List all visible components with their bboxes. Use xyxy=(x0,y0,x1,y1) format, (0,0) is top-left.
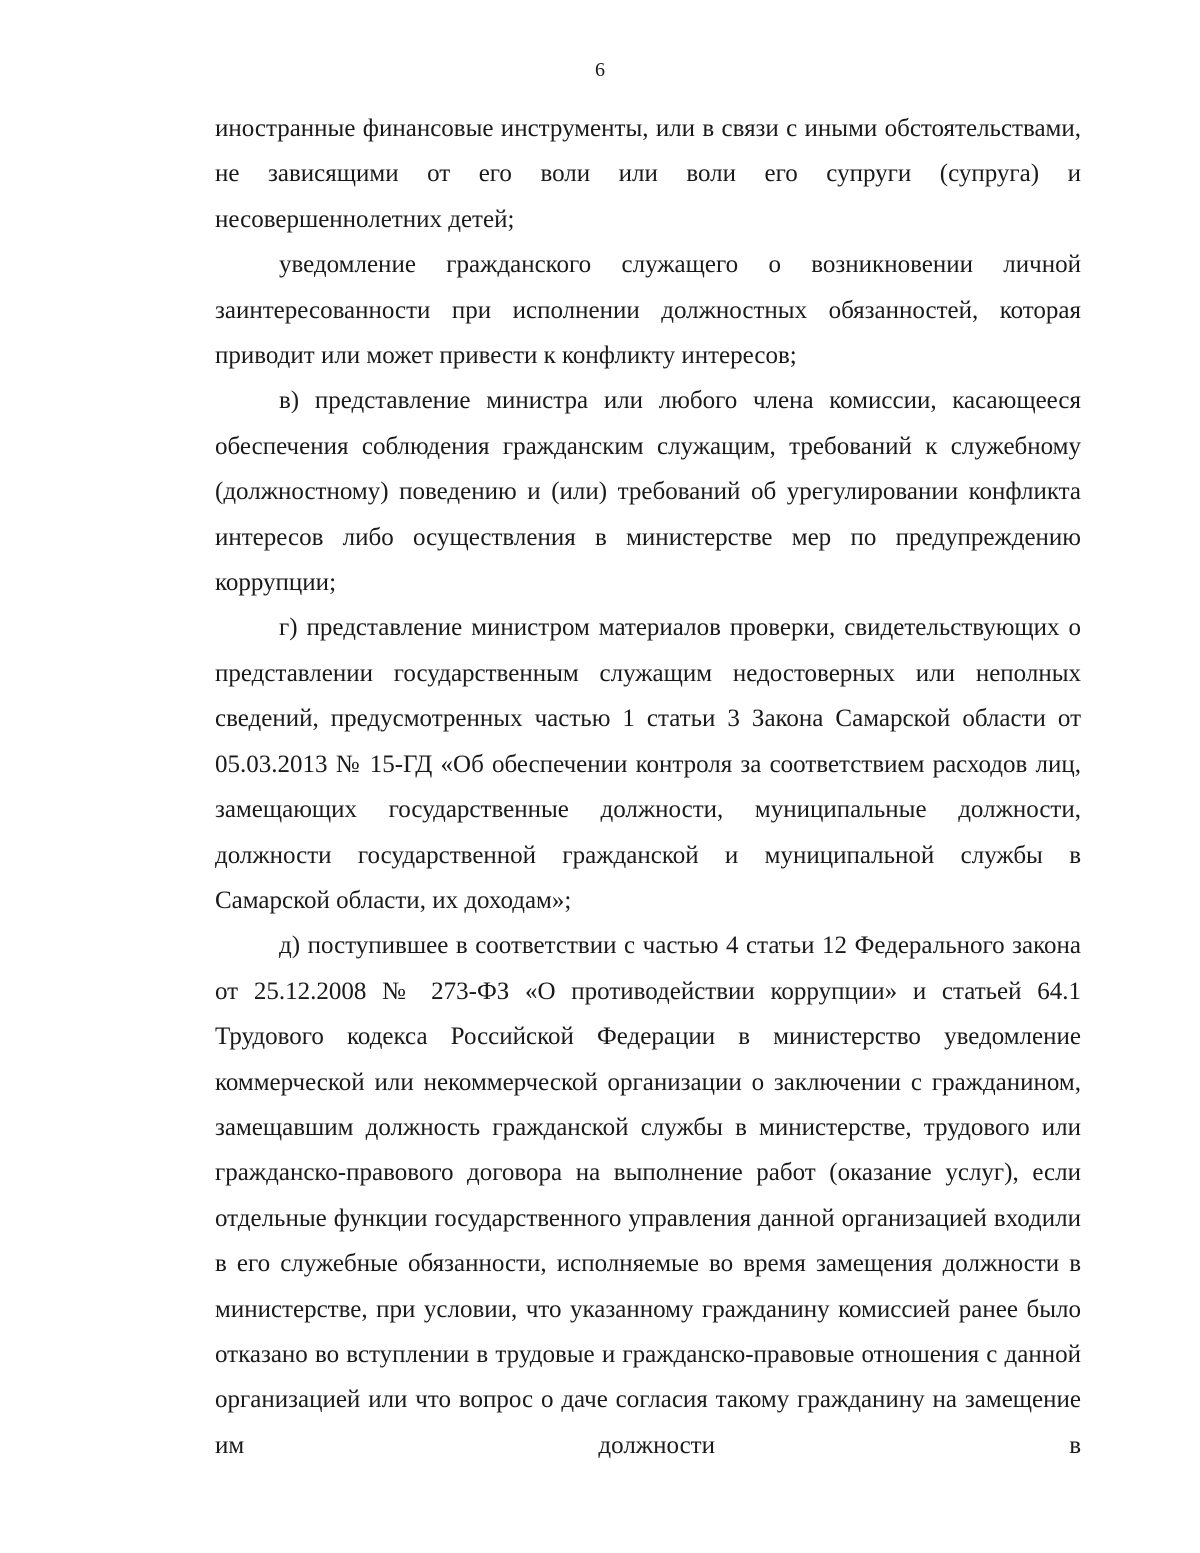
paragraph-notification: уведомление гражданского служащего о возникновении личной заинтересованности при исполнении должностных обязанностей, которая приводит или может привести к конфликту интересов; xyxy=(215,251,1081,370)
paragraph-continuation: иностранные финансовые инструменты, или в связи с иными обстоятельствами, не зависящими от его воли или воли его супруги (супруга) и несовершеннолетних детей; xyxy=(215,115,1081,233)
paragraph-item-g: г) представление министром материалов проверки, свидетельствующих о представлении государственным служащим недостоверных или неполных сведений, предусмотренных частью 1 статьи 3 Закона Самарской области от 05.03.2013 № 15-ГД «Об обеспечении контроля за соответствием расходов лиц, замещающих государственные должности, муниципальные должности, должности государственной гражданской и муниципальной службы в Самарской области, их доходам»; xyxy=(215,614,1081,914)
page-number: 6 xyxy=(595,59,605,81)
paragraph-item-v: в) представление министра или любого члена комиссии, касающееся обеспечения соблюдения гражданским служащим, требований к служебному (должностному) поведению и (или) требований об урегулировании конфликта интересов либо осуществления в министерстве мер по предупреждению коррупции; xyxy=(215,387,1081,597)
paragraph-item-d: д) поступившее в соответствии с частью 4 статьи 12 Федерального закона от 25.12.2008 № 273-ФЗ «О противодействии коррупции» и статьей 64.1 Трудового кодекса Российской Федерации в министерство уведомление коммерческой или некоммерческой организации о заключении с гражданином, замещавшим должность гражданской службы в министерстве, трудового или гражданско-правового договора на выполнение работ (оказание услуг), если отдельные функции государственного управления данной организацией входили в его служебные обязанности, исполняемые во время замещения должности в министерстве, при условии, что указанному гражданину комиссией ранее было отказано во вступлении в трудовые и гражданско-правовые отношения с данной организацией или что вопрос о даче согласия такому гражданину на замещение им должности в xyxy=(215,932,1081,1459)
document-body xyxy=(215,106,1081,1468)
